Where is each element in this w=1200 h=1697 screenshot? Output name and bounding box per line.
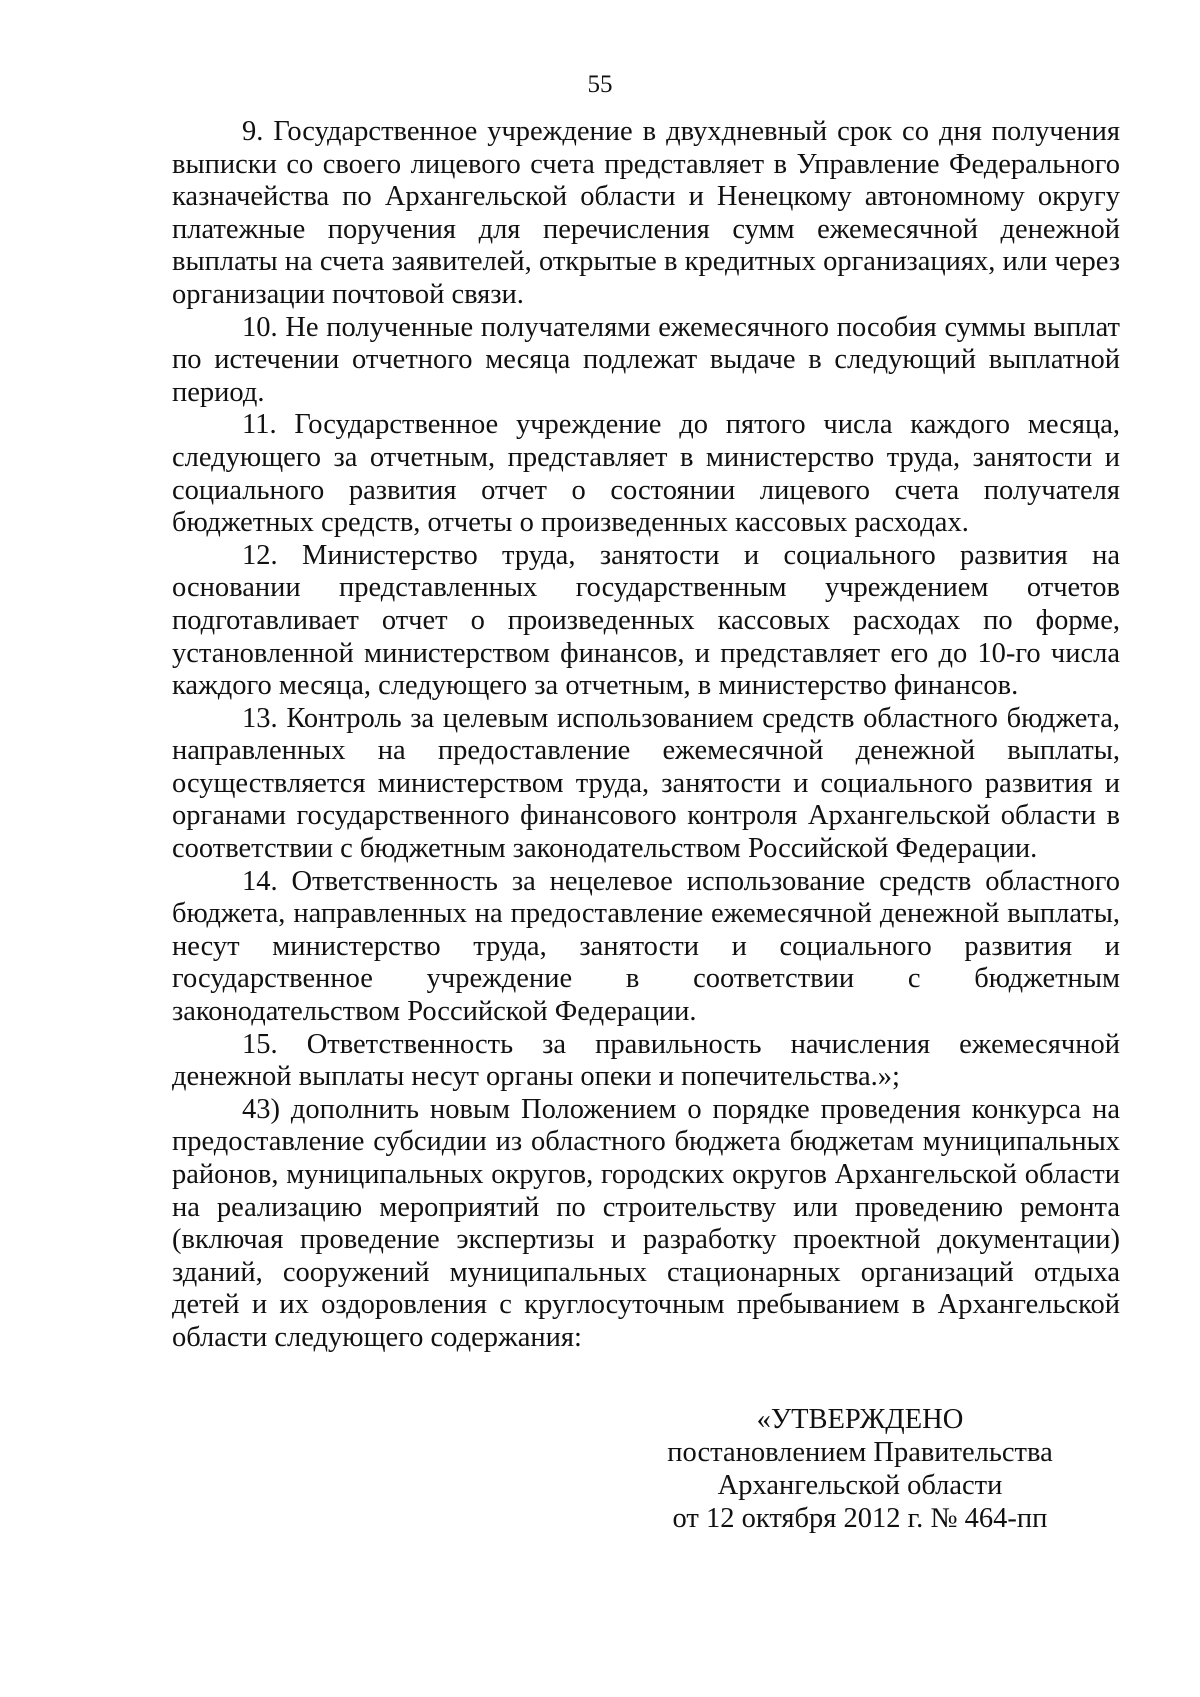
paragraph-item-10: 10. Не полученные получателями ежемесячного пособия суммы выплат по истечении отчетного месяца подлежат выдаче в следующий выплатной период. [172,311,1120,408]
paragraph-item-12: 12. Министерство труда, занятости и социального развития на основании представленных государственным учреждением отчетов подготавливает отчет о произведенных кассовых расходах по форме, установленной министерством финансов, и представляет его до 10-го числа каждого месяца, следующего за отчетным, в министерство финансов. [172,539,1120,702]
approval-authority: постановлением Правительства [667,1437,1053,1468]
paragraph-subitem-43: 43) дополнить новым Положением о порядке проведения конкурса на предоставление субсидии из областного бюджета бюджетам муниципальных районов, муниципальных округов, городских округов Архангельской области на реализацию мероприятий по строительству или проведению ремонта (включая проведение экспертизы и разработку проектной документации) зданий, сооружений муниципальных стационарных организаций отдыха детей и их оздоровления с круглосуточным пребыванием в Архангельской области следующего содержания: [172,1093,1120,1353]
paragraph-item-11: 11. Государственное учреждение до пятого числа каждого месяца, следующего за отчетным, представляет в министерство труда, занятости и социального развития отчет о состоянии лицевого счета получателя бюджетных средств, отчеты о произведенных кассовых расходах. [172,409,1120,539]
approval-date-number: от 12 октября 2012 г. № 464-пп [672,1503,1048,1534]
page-number: 55 [587,71,613,98]
paragraph-item-9: 9. Государственное учреждение в двухдневный срок со дня получения выписки со своего лицевого счета представляет в Управление Федерального казначейства по Архангельской области и Ненецкому автономному округу платежные поручения для перечисления сумм ежемесячной денежной выплаты на счета заявителей, открытые в кредитных организациях, или через организации почтовой связи. [172,116,1120,310]
approval-title: «УТВЕРЖДЕНО [756,1404,964,1435]
approval-stamp-block [660,1403,1060,1535]
document-body [172,116,1120,1355]
paragraph-item-15: 15. Ответственность за правильность начисления ежемесячной денежной выплаты несут органы опеки и попечительства.»; [172,1028,1120,1093]
approval-region: Архангельской области [717,1470,1003,1501]
paragraph-item-14: 14. Ответственность за нецелевое использование средств областного бюджета, направленных на предоставление ежемесячной денежной выплаты, несут министерство труда, занятости и социального развития и государственное учреждение в соответствии с бюджетным законодательством Российской Федерации. [172,865,1120,1028]
paragraph-item-13: 13. Контроль за целевым использованием средств областного бюджета, направленных на предоставление ежемесячной денежной выплаты, осуществляется министерством труда, занятости и социального развития и органами государственного финансового контроля Архангельской области в соответствии с бюджетным законодательством Российской Федерации. [172,702,1120,865]
